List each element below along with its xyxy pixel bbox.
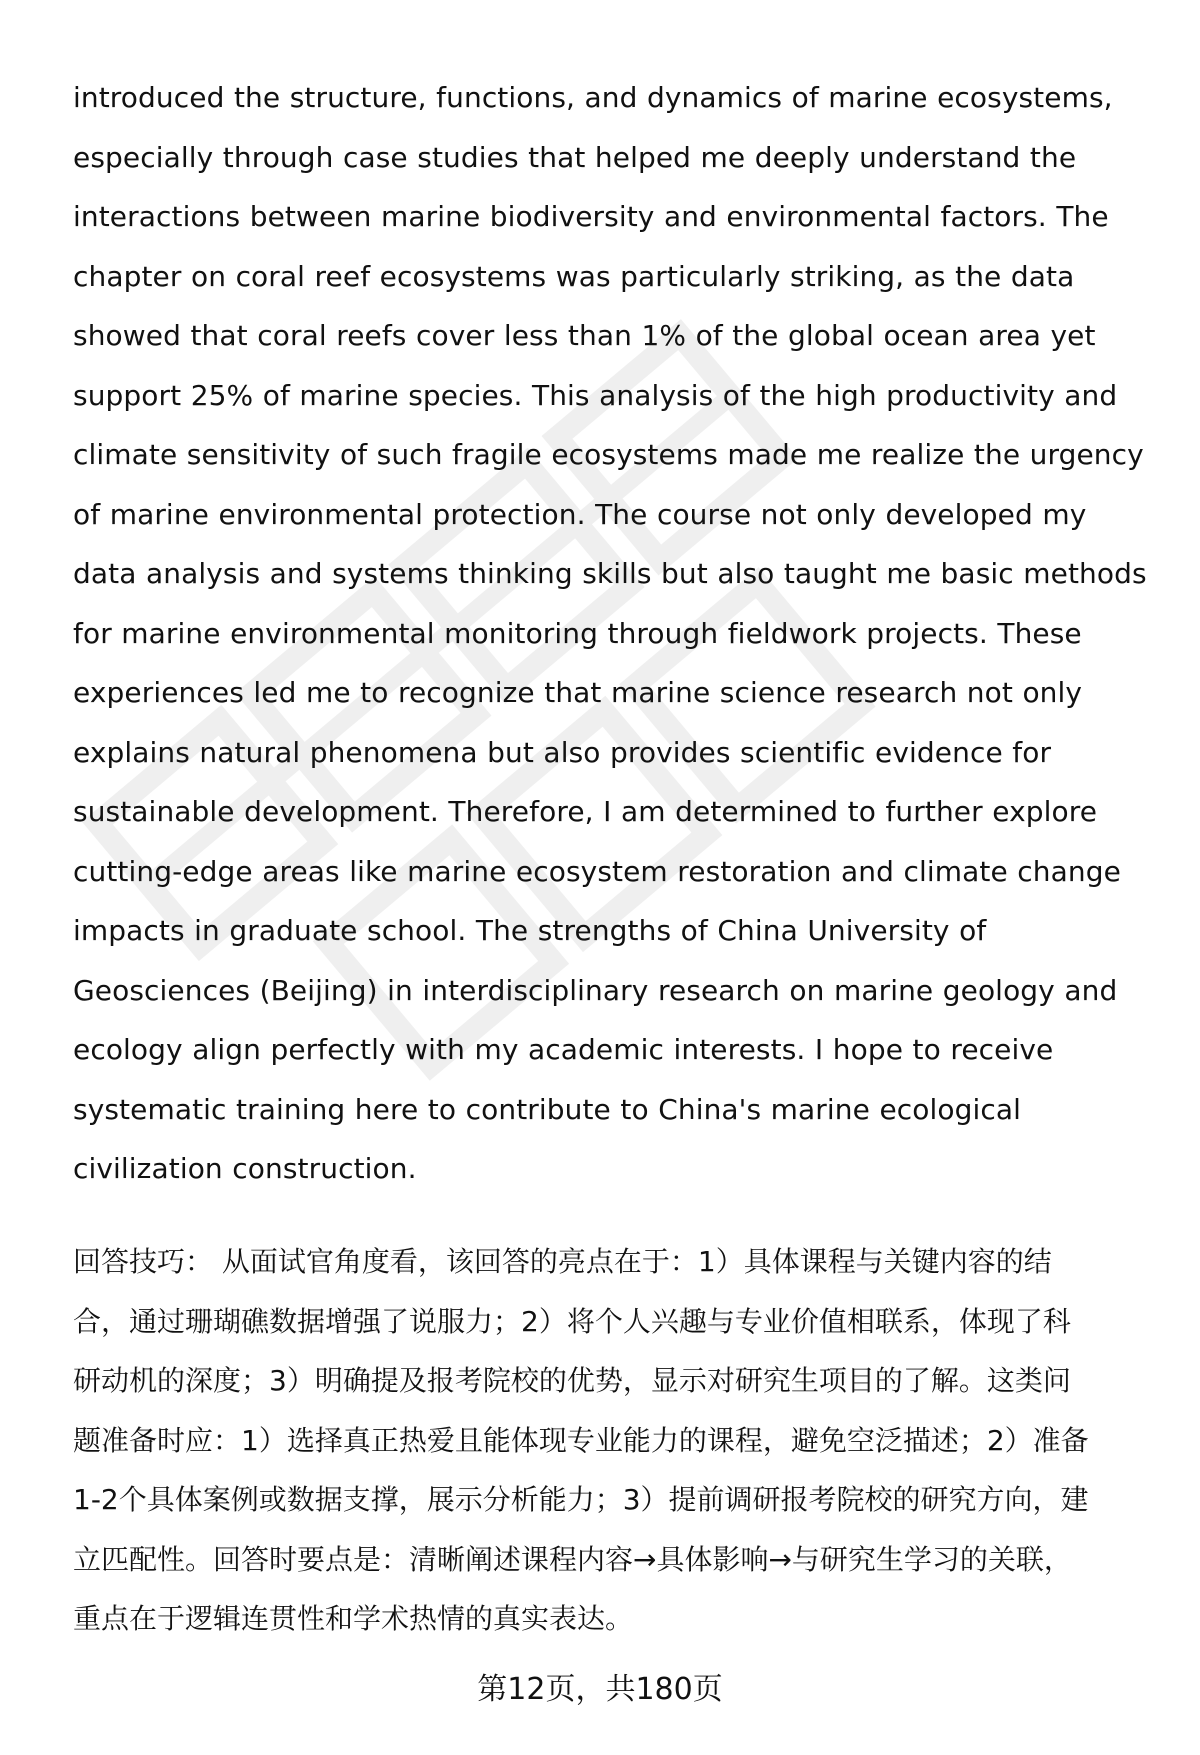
paragraph-line: cutting-edge areas like marine ecosystem restoration and climate change	[73, 854, 1121, 888]
paragraph-line: showed that coral reefs cover less than 1% of the global ocean area yet	[73, 319, 1096, 352]
paragraph-line: civilization construction.	[73, 1152, 417, 1185]
paragraph-line: interactions between marine biodiversity and environmental factors. The	[73, 200, 1109, 233]
paragraph-line: climate sensitivity of such fragile ecosystems made me realize the urgency	[73, 438, 1144, 471]
paragraph-line: impacts in graduate school. The strengths of China University of	[73, 914, 987, 947]
page-number-footer: 第12页，共180页	[477, 1672, 723, 1707]
paragraph-line: of marine environmental protection. The course not only developed my	[73, 497, 1087, 531]
tips-line: 回答技巧： 从面试官角度看，该回答的亮点在于：1）具体课程与关键内容的结	[73, 1245, 1052, 1278]
paragraph-line: introduced the structure, functions, and dynamics of marine ecosystems,	[73, 81, 1113, 114]
essay-paragraph	[73, 68, 1158, 1199]
paragraph-line: ecology align perfectly with my academic interests. I hope to receive	[73, 1033, 1054, 1066]
tips-line: 合，通过珊瑚礁数据增强了说服力；2）将个人兴趣与专业价值相联系，体现了科	[73, 1304, 1071, 1338]
tips-line: 1-2个具体案例或数据支撑，展示分析能力；3）提前调研报考院校的研究方向，建	[73, 1483, 1089, 1516]
paragraph-line: Geosciences (Beijing) in interdisciplinary research on marine geology and	[73, 973, 1118, 1007]
paragraph-line: chapter on coral reef ecosystems was particularly striking, as the data	[73, 259, 1075, 293]
paragraph-line: support 25% of marine species. This analysis of the high productivity and	[73, 378, 1118, 412]
paragraph-line: for marine environmental monitoring through fieldwork projects. These	[73, 616, 1082, 650]
paragraph-line: systematic training here to contribute to China's marine ecological	[73, 1092, 1022, 1126]
tips-line: 研动机的深度；3）明确提及报考院校的优势，显示对研究生项目的了解。这类问	[73, 1364, 1071, 1397]
tips-line: 题准备时应：1）选择真正热爱且能体现专业能力的课程，避免空泛描述；2）准备	[73, 1423, 1089, 1457]
tips-line: 重点在于逻辑连贯性和学术热情的真实表达。	[73, 1602, 634, 1635]
paragraph-line: experiences led me to recognize that marine science research not only	[73, 676, 1083, 709]
tips-line: 立匹配性。回答时要点是：清晰阐述课程内容→具体影响→与研究生学习的关联，	[73, 1542, 1072, 1576]
paragraph-line: explains natural phenomena but also provides scientific evidence for	[73, 735, 1052, 769]
answer-tips-section	[73, 1232, 1163, 1649]
paragraph-line: especially through case studies that helped me deeply understand the	[73, 140, 1077, 174]
paragraph-line: data analysis and systems thinking skills but also taught me basic methods	[73, 557, 1147, 590]
paragraph-line: sustainable development. Therefore, I am determined to further explore	[73, 795, 1098, 828]
